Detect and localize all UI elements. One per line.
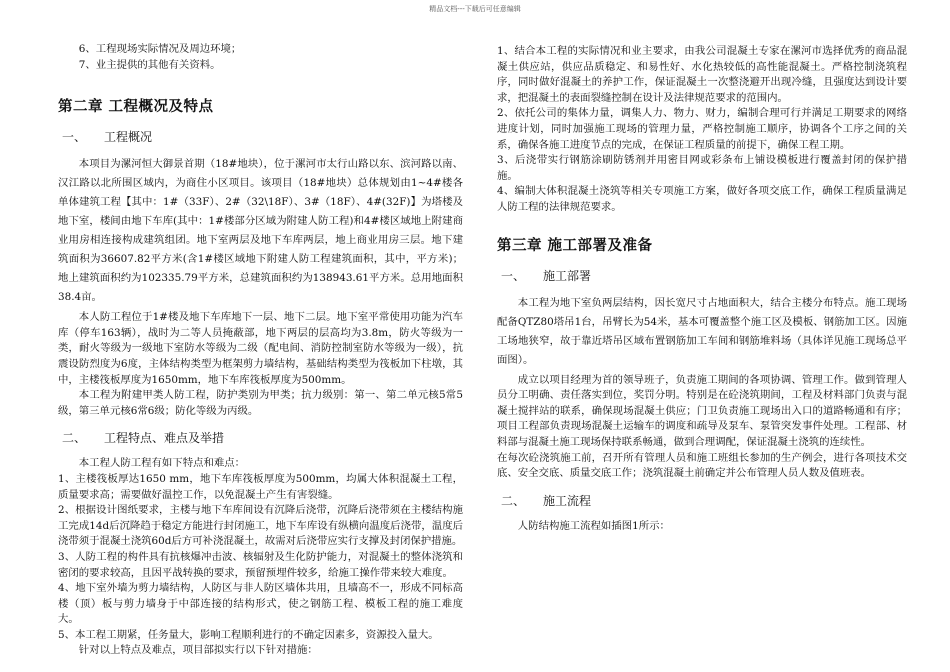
section-heading-deployment [501,267,907,284]
paragraph: 本人防工程位于1#楼及地下车库地下一层、地下二层。地下室平常使用功能为汽车库（停车163辆），战时为二等人员掩蔽部，地下两层的层高均为3.8m，防火等级为一类，耐火等级为一级地下室防水等级为二级（配电间、消防控制室防水等级为一级），抗震设防烈度为6度，主体结构类型为框架剪力墙结构，基础结构类型为筏板加下柱墩，其中，主楼筏板厚度为1650mm，地下车库筏板厚度为500mm。 [58,311,463,386]
section-heading-features [62,429,463,446]
list-item: 2、根据设计图纸要求，主楼与地下车库间设有沉降后浇带，沉降后浇带须在主楼结构施工完成14d后沉降趋于稳定方能进行封闭施工，地下车库设有纵横向温度后浇带，温度后浇带须于混凝土浇筑60d后方可补浇混凝土，故需对后浇带应实行支撑及封闭保护措施。 [58,504,463,548]
right-column [497,44,907,534]
paragraph: 在每次砼浇筑施工前，召开所有管理人员和施工班组长参加的生产例会，进行各项技术交底、安全交底、质量交底工作；浇筑混凝土前确定并公布管理人员人数及值班表。 [497,451,907,480]
section-title: 工程特点、难点及举措 [104,431,225,446]
section-number: 二、 [62,431,87,446]
list-item: 6、工程现场实际情况及周边环境； [78,43,242,55]
section-number: 二、 [501,493,526,508]
list-item: 3、后浇带实行钢筋涂刷防锈剂并用密目网或彩条布上铺设模板进行覆盖封闭的保护措施。 [497,154,907,182]
paragraph: 人防结构施工流程如插图1所示： [517,519,670,532]
section-heading-process [501,492,907,509]
paragraph: 针对以上特点及难点，项目部拟实行以下针对措施： [78,644,318,657]
section-title: 施工流程 [543,493,592,508]
list-item: 4、地下室外墙为剪力墙结构，人防区与非人防区墙体共用，且墙高不一，形成不同标高楼（顶）板与剪力墙身于中部连接的结构形式，使之钢筋工程、模板工程的施工难度大。 [58,582,463,626]
list-item: 5、本工程工期紧，任务量大，影响工程顺利进行的不确定因素多，资源投入量大。 [58,628,439,641]
list-item: 4、编制大体积混凝土浇筑等相关专项施工方案，做好各项交底工作，确保工程质量满足人防工程的法律规范要求。 [497,185,907,213]
paragraph: 本工程为地下室负两层结构，因长宽尺寸占地面积大，结合主楼分布特点。施工现场配备QTZ80塔吊1台，吊臂长为54米，基本可覆盖整个施工区及模板、钢筋加工区。因施工场地狭窄，故于靠近塔吊区域布置钢筋加工车间和钢筋堆料场（具体详见施工现场总平面图）。 [497,296,907,366]
list-item: 3、人防工程的构件具有抗核爆冲击波、核辐射及生化防护能力，对混凝土的整体浇筑和密闭的要求较高，且因平战转换的要求，预留预埋件较多，给施工操作带来较大难度。 [58,550,463,579]
paragraph: 成立以项目经理为首的领导班子，负责施工期间的各项协调、管理工作。做到管理人员分工明确、责任落实到位，奖罚分明。特别是在砼浇筑期间，工程及材料部门负责与混凝土搅拌站的联系，确保现场混凝土供应；门卫负责施工现场出入口的道路畅通和有序；项目工程部负责现场混凝土运输车的调度和疏导及泵车、泵管突发事件处理。工程部、材料部与混凝土施工现场保持联系畅通，做到合理调配，保证混凝土浇筑的连续性。 [497,373,907,448]
section-number: 一、 [501,268,526,283]
chapter-2-title: 第二章 工程概况及特点 [58,99,214,116]
section-number: 一、 [62,130,87,145]
list-item: 2、依托公司的集体力量，调集人力、物力、财力，编制合理可行并满足工期要求的网络进度计划，同时加强施工现场的管理力量，严格控制施工顺序，协调各个工序之间的关系，确保各施工进度节点的完成，在保证工程质量的前提下，确保工程工期。 [497,107,907,151]
header-watermark: 精品文档---下载后可任意编辑 [429,5,521,13]
section-heading-overview [62,128,463,145]
list-item: 7、业主提供的其他有关资料。 [78,58,221,71]
section-title: 施工部署 [543,268,592,283]
chapter-3-title: 第三章 施工部署及准备 [497,237,653,254]
paragraph: 本工程人防工程有如下特点和难点： [78,457,246,470]
paragraph: 本项目为漯河恒大御景首期（18#地块），位于漯河市太行山路以东、滨河路以南、汉江路以北所围区域内，为商住小区项目。该项目（18#地块）总体规划由1~4#楼各单体建筑工程【其中：1#（33F）、2#（32\18F）、3#（18F）、4#(32F)】为塔楼及地下室，楼间由地下车库(其中：1#楼部分区域为附建人防工程)和4#楼区域地上附建商业用房相连接构成建筑组团。地下室两层及地下车库两层，地上商业用房三层。地下建筑面积为36607.82平方米(含1#楼区域地下附建人防工程建筑面积，其中，平方米)；地上建筑面积约为102335.79平方米，总建筑面积约为138943.61平方米。总用地面积38.4亩。 [58,158,463,304]
paragraph: 本工程为附建甲类人防工程，防护类别为甲类；抗力级别：第一、第二单元核5常5级，第三单元核6常6级；防化等级为丙级。 [58,389,463,417]
section-title: 工程概况 [104,130,153,145]
list-item: 1、结合本工程的实际情况和业主要求，由我公司混凝土专家在漯河市选择优秀的商品混凝土供应站，供应品质稳定、和易性好、水化热较低的高性能混凝土。严格控制浇筑程序，同时做好混凝土的养护工作，保证混凝土一次整浇避开出现冷缝，且强度达到设计要求，把混凝土的表面裂缝控制在设计及法律规范要求的范围内。 [497,45,907,104]
list-item: 1、主楼筏板厚达1650 mm，地下车库筏板厚度为500mm，均属大体积混凝土工程，质量要求高；需要做好温控工作，以免混凝土产生有害裂缝。 [58,472,463,501]
left-column [58,42,463,659]
